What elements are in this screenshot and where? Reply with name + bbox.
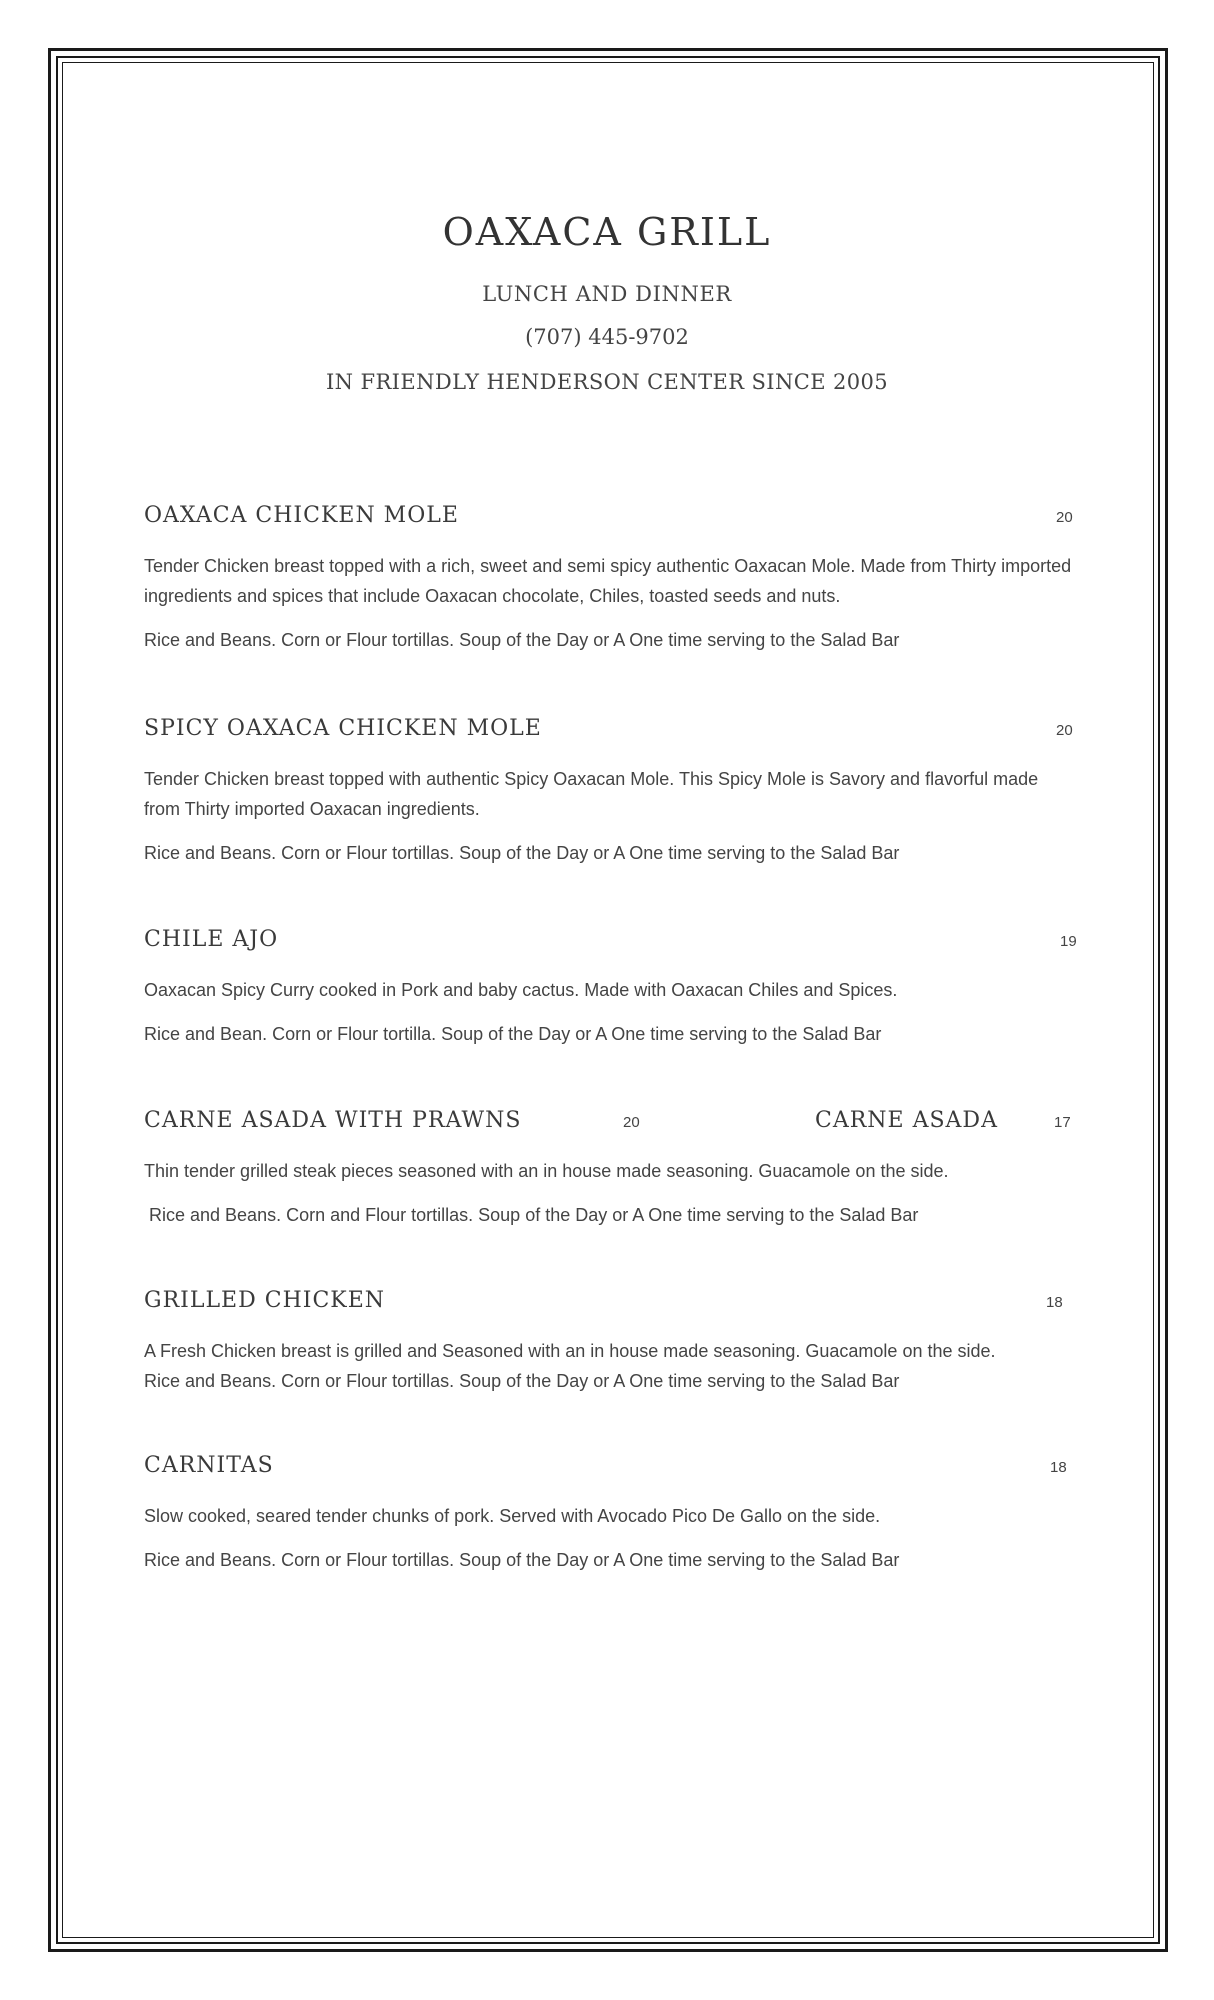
item-price-secondary: 17 <box>1054 1114 1071 1131</box>
menu-item-grilled-chicken <box>144 1288 1074 1396</box>
item-description: Slow cooked, seared tender chunks of pork. Served with Avocado Pico De Gallo on the side. <box>144 1506 881 1526</box>
item-name-secondary: CARNE ASADA <box>815 1108 998 1133</box>
tagline: IN FRIENDLY HENDERSON CENTER SINCE 2005 <box>325 370 889 394</box>
item-name: SPICY OAXACA CHICKEN MOLE <box>144 716 542 741</box>
item-sides: Rice and Beans. Corn and Flour tortillas. Soup of the Day or A One time serving to the Salad Bar <box>149 1205 919 1225</box>
item-name: GRILLED CHICKEN <box>144 1288 386 1313</box>
item-price: 20 <box>623 1114 640 1131</box>
item-price: 18 <box>1050 1459 1067 1476</box>
item-description: Oaxacan Spicy Curry cooked in Pork and baby cactus. Made with Oaxacan Chiles and Spices. <box>144 980 898 1000</box>
item-name: CARNE ASADA WITH PRAWNS <box>144 1108 522 1133</box>
item-name: CHILE AJO <box>144 927 279 952</box>
restaurant-title: OAXACA GRILL <box>442 210 772 254</box>
item-price: 20 <box>1056 509 1073 526</box>
item-sides: Rice and Beans. Corn or Flour tortillas. Soup of the Day or A One time serving to the Salad Bar <box>144 843 900 863</box>
item-name: OAXACA CHICKEN MOLE <box>144 503 459 528</box>
menu-item-oaxaca-chicken-mole <box>144 503 1074 655</box>
phone-number: (707) 445-9702 <box>525 325 689 349</box>
item-description: Tender Chicken breast topped with authentic Spicy Oaxacan Mole. This Spicy Mole is Savory and flavorful made from Thirty imported Oaxacan ingredients. <box>144 769 1039 819</box>
item-description: A Fresh Chicken breast is grilled and Seasoned with an in house made seasoning. Guacamole on the side. <box>144 1341 996 1361</box>
item-description: Tender Chicken breast topped with a rich, sweet and semi spicy authentic Oaxacan Mole. Made from Thirty imported ingredients and spices that include Oaxacan chocolate, Chiles, toasted seeds and nuts. <box>144 556 1072 606</box>
item-sides: Rice and Beans. Corn or Flour tortillas. Soup of the Day or A One time serving to the Salad Bar <box>144 1550 900 1570</box>
menu-item-carnitas <box>144 1453 1074 1575</box>
menu-item-carne-asada <box>144 1108 1074 1230</box>
item-description: Thin tender grilled steak pieces seasoned with an in house made seasoning. Guacamole on the side. <box>144 1161 949 1181</box>
item-sides: Rice and Beans. Corn or Flour tortillas. Soup of the Day or A One time serving to the Salad Bar <box>144 630 900 650</box>
item-price: 18 <box>1046 1294 1063 1311</box>
menu-item-spicy-oaxaca-chicken-mole <box>144 716 1074 868</box>
item-price: 20 <box>1056 722 1073 739</box>
menu-item-chile-ajo <box>144 927 1077 1049</box>
menu-subtitle: LUNCH AND DINNER <box>482 282 732 306</box>
item-name: CARNITAS <box>144 1453 274 1478</box>
item-price: 19 <box>1060 933 1077 950</box>
item-sides: Rice and Beans. Corn or Flour tortillas. Soup of the Day or A One time serving to the Salad Bar <box>144 1371 900 1391</box>
item-sides: Rice and Bean. Corn or Flour tortilla. Soup of the Day or A One time serving to the Salad Bar <box>144 1024 882 1044</box>
